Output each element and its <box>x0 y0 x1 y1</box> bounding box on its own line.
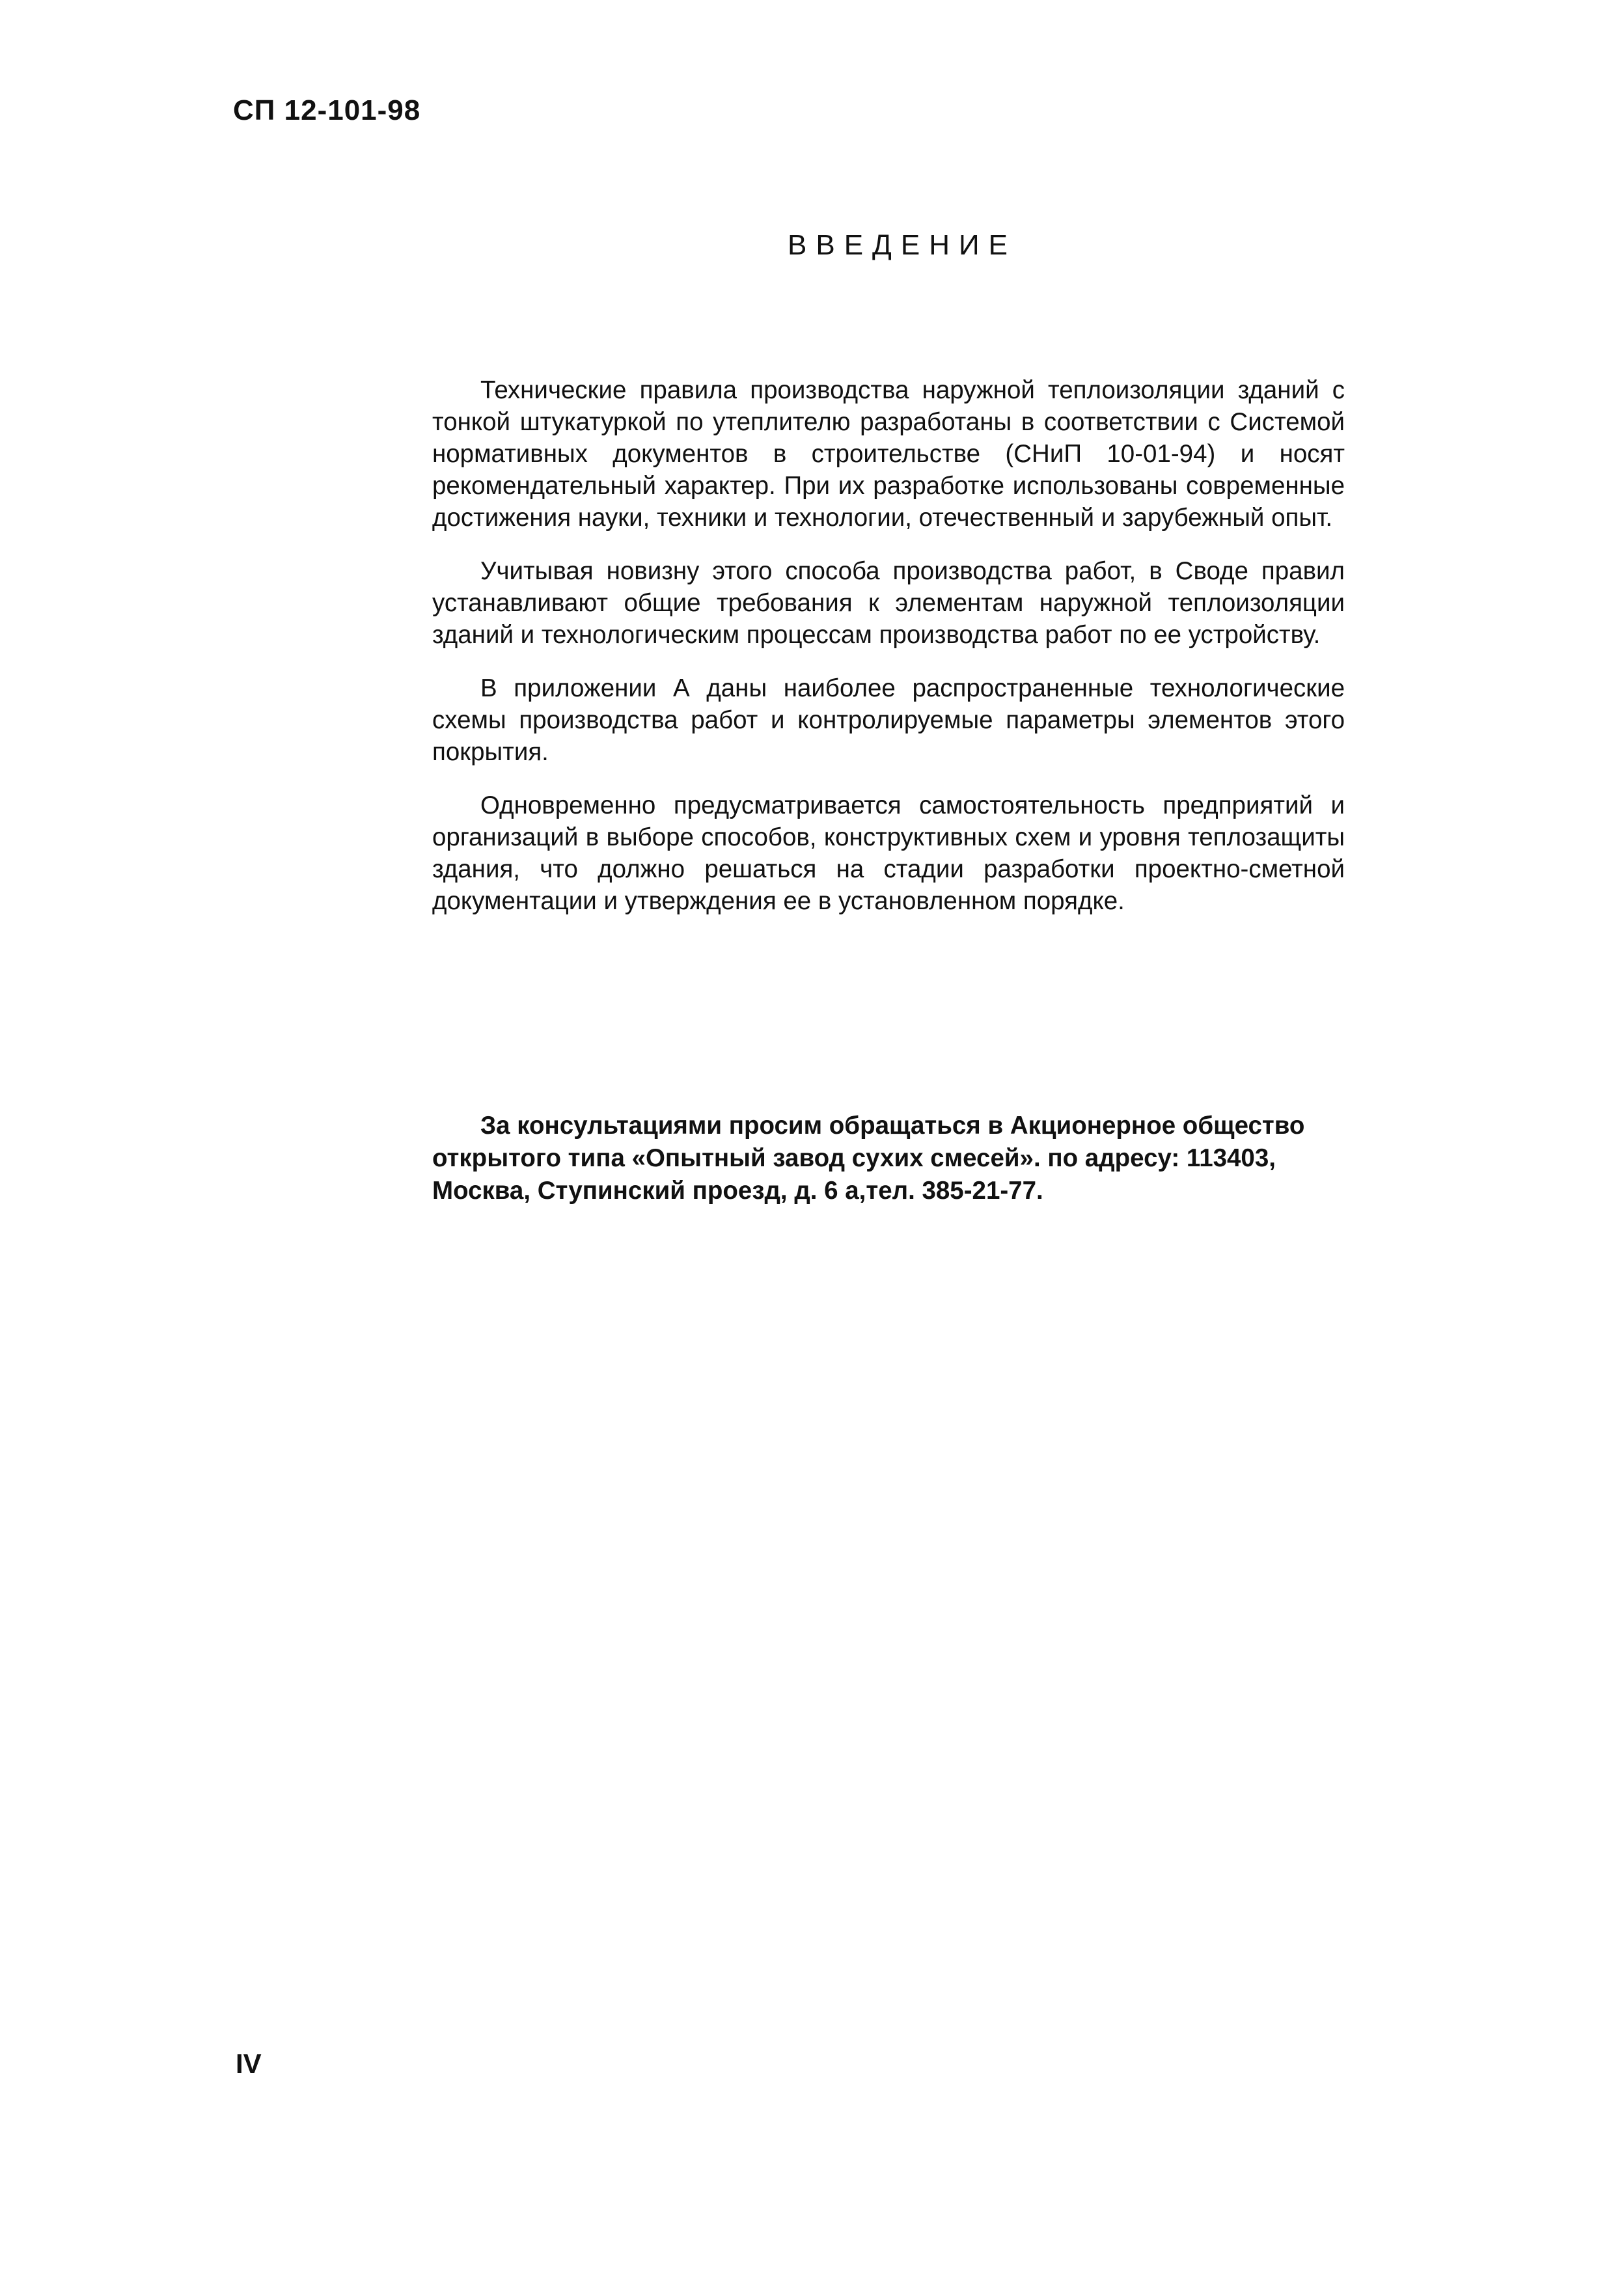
contact-note: За консультациями просим обращаться в Акционерное общество открытого типа «Опытный завод сухих смесей». по адресу: 113403, Москва, Ступинский проезд, д. 6 а,тел. 385-21-77. <box>432 1112 1305 1205</box>
document-code: СП 12-101-98 <box>233 94 421 126</box>
paragraph-2: Учитывая новизну этого способа производства работ, в Своде правил устанавливают общие требования к элементам наружной теплоизоляции зданий и технологическим процессам производства работ по ее устройству. <box>432 557 1345 649</box>
introduction-body <box>432 374 1345 939</box>
paragraph-1: Технические правила производства наружной теплоизоляции зданий с тонкой штукатуркой по утеплителю разработаны в соответствии с Системой нормативных документов в строительстве (СНиП 10-01-94) и носят рекомендательный характер. При их разработке использованы современные достижения науки, техники и технологии, отечественный и зарубежный опыт. <box>432 376 1345 532</box>
paragraph-4: Одновременно предусматривается самостоятельность предприятий и организаций в выборе способов, конструктивных схем и уровня теплозащиты здания, что должно решаться на стадии разработки проектно-сметной документации и утверждения ее в установленном порядке. <box>432 791 1345 915</box>
page-number: IV <box>236 2048 262 2079</box>
section-title: ВВЕДЕНИЕ <box>788 229 1017 261</box>
paragraph-3: В приложении А даны наиболее распространенные технологические схемы производства работ и контролируемые параметры элементов этого покрытия. <box>432 674 1345 766</box>
